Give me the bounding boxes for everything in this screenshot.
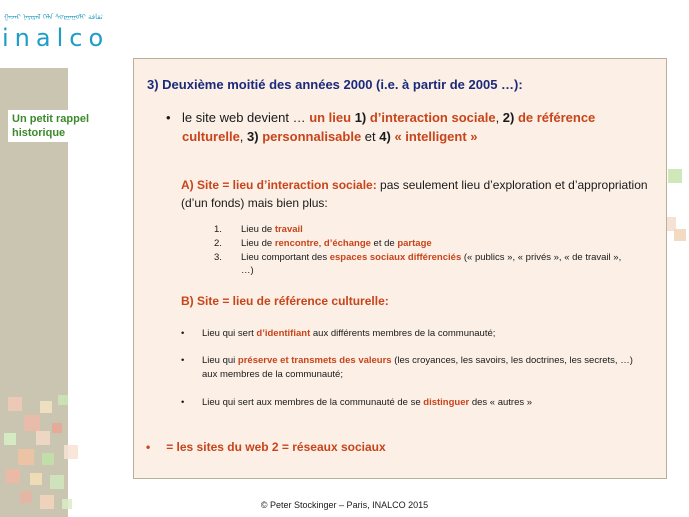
list-number: 2. — [214, 238, 222, 249]
bullet-dot: • — [181, 355, 185, 366]
final-text: = les sites du web 2 = réseaux sociaux — [166, 440, 386, 454]
list-text: Lieu comportant des — [241, 252, 330, 263]
item-text: Lieu qui — [202, 355, 238, 366]
intro-num-3: 3) — [247, 129, 263, 144]
intro-num-4: 4) — [379, 129, 395, 144]
sidebar-label: Un petit rappel historique — [8, 110, 131, 142]
intro-hl-reference: de référence culturelle — [182, 110, 596, 144]
intro-text: le site web devient … — [182, 110, 310, 125]
list-item — [214, 237, 634, 250]
list-highlight: d’échange — [323, 238, 371, 249]
logo-name: inalco — [2, 24, 110, 52]
list-highlight: espaces sociaux différenciés — [329, 252, 462, 263]
intro-sep: , — [239, 129, 248, 144]
decorative-squares-left — [0, 395, 90, 517]
list-text: Lieu de — [241, 238, 275, 249]
slide-heading: 3) Deuxième moitié des années 2000 (i.e. à partir de 2005 …): — [147, 77, 523, 92]
item-text: (les croyances, les savoirs, les doctrines, les secrets, …) aux membres de la communauté; — [202, 355, 633, 380]
list-text: (« publics », « privés », « de travail », …) — [241, 252, 622, 276]
intro-hl-lieu: un lieu — [309, 110, 355, 125]
bullet-dot: • — [181, 328, 185, 339]
intro-and: et — [361, 129, 380, 144]
intro-sep: , — [495, 110, 503, 125]
section-b-item — [181, 354, 642, 382]
bullet-dot: • — [146, 440, 151, 454]
list-number: 1. — [214, 224, 222, 235]
slide-content-box — [133, 58, 667, 479]
section-b-title: B) Site = lieu de référence culturelle: — [181, 294, 389, 308]
item-text: Lieu qui sert aux membres de la communauté de se — [202, 397, 424, 408]
list-number: 3. — [214, 252, 222, 263]
list-highlight: rencontre — [274, 238, 319, 249]
intro-num-2: 2) — [502, 110, 518, 125]
section-a-title: A) Site = lieu d’interaction sociale: — [181, 178, 377, 192]
list-text: et de — [370, 238, 398, 249]
item-highlight: préserve et transmets des valeurs — [237, 355, 392, 366]
logo-scripts: ᠭᠠᠵᠠᠷ ᠨᠠᠶᠢᠷᠠᠯ ᠬᠡᠯᠡ ᠰᠤᠷᠭᠠᠭᠤᠯᠢ ثقافة — [4, 13, 103, 21]
intro-hl-intelligent: « intelligent » — [394, 129, 478, 144]
list-highlight: travail — [274, 224, 303, 235]
list-text: , — [318, 238, 324, 249]
section-b-item — [181, 396, 642, 410]
item-highlight: d’identifiant — [256, 328, 311, 339]
section-a — [181, 176, 651, 212]
intro-num-1: 1) — [354, 110, 370, 125]
section-b-item — [181, 327, 642, 341]
item-text: aux différents membres de la communauté; — [310, 328, 496, 339]
list-item — [214, 251, 634, 277]
section-a-list — [214, 223, 634, 278]
item-text: des « autres » — [469, 397, 533, 408]
item-highlight: distinguer — [423, 397, 470, 408]
list-text: Lieu de — [241, 224, 275, 235]
bullet-dot: • — [181, 397, 185, 408]
final-bullet — [146, 440, 386, 454]
footer-copyright: © Peter Stockinger – Paris, INALCO 2015 — [260, 500, 429, 510]
section-a-text: pas seulement lieu d’exploration et d’appropriation (d’un fonds) mais bien plus: — [181, 178, 648, 210]
item-text: Lieu qui sert — [202, 328, 257, 339]
list-item — [214, 223, 634, 236]
list-highlight: partage — [397, 238, 432, 249]
bullet-dot: • — [166, 110, 171, 125]
intro-hl-personnalisable: personnalisable — [262, 129, 362, 144]
intro-hl-interaction: d’interaction sociale — [369, 110, 496, 125]
intro-bullet — [166, 108, 652, 146]
